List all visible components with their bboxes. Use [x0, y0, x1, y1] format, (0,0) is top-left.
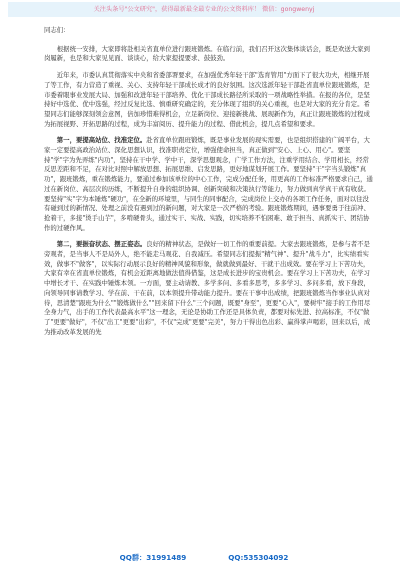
intro-paragraph-1: 根据统一安排，大家即将赴相关省直单位进行跟班锻炼。在临行前，我们召开这次集体谈话会，既是欢送大家到岗履新，也是和大家见见面、谈谈心，给大家提提要求、鼓鼓劲。 [44, 44, 370, 63]
top-banner: 关注头条号"公文研究"，获得最新最全最专业的公文资料库！ 微信：gongwenyj [8, 2, 400, 17]
section-text-1: 赴省直单位跟班锻炼，既是事业发展的现实需要，也是组织搭建的广阔平台，大家一定要提高政治站位、深化思想认识，找准职责定位，增强使命担当，真正做到"安心、上心、用心"。要坚持"学"字为先弄练"内功"，坚持在干中学、学中干，深学思想观念，广学工作方法，注重学用结合、学用相长，经常反思差距和不足，在对比对照中解放思想、拓展思维、启发思路，更好地谋划开展工作。要坚持"干"字当头锻炼"真功"，跟班锻炼，重在锻炼能力，要通过参加该单位的中心工作，完成分配任务，用更高的工作标准严格要求自己，通过在新岗位、高层次的历练，不断提升自身的组织协调、创新突破和决策执行等能力，努力做到真学真干真有收获。要坚持"实"字为本锤炼"硬功"，在全新的环境里，与同生的同事配合，完成岗位上交办的各项工作任务，面对以往没有碰到过的新情况、处理之前没有遇到过的新问题，对大家是一次严格的考验。跟班锻炼期间，遇事要勇于往前冲、抢着干，多接"烫手山芋"，多啃硬骨头，通过实干、实战、实践，切实培养不怕困难、敢于担当、真抓实干、团结协作的过硬作风。 [44, 136, 373, 232]
qq-group-label: QQ群：31991489 [119, 553, 187, 562]
salutation: 同志们： [44, 26, 70, 34]
section-heading-1: 第一，要提高站位、找准定位。 [56, 136, 147, 145]
qq-contact-label: QQ:535304092 [228, 553, 289, 562]
section-text-2: 良好的精神状态，是做好一切工作的重要前提。大家去跟班锻炼，是参与者不是旁观者，是当事人不是局外人，绝不能走马观花、自我减压。希望同志们提振"精气神"、提升"战斗力"，比实绩看实效，做事不"做客"，以实际行动展示良好的精神风貌和形象，做就做到最好、干就干出成效。要在学习上下苦功夫，大家有幸在省直单位锻炼，有机会近距离地做法值得借鉴，这是成长进步的宝贵机会。要在学习上下苦功夫，在学习中增长才干、在实践中锤炼本领。一方面，要主动请教、多学多问、多看多思考，多多学习、多问多看，放下身段，向领导同事请教学习、学在前、干在前，以本领提升带动能力提升。要在干事中出成绩，把跟班锻炼当作事业认真对待，思清楚"跟班为什么""锻炼做什么""回来留下什么"三个问题，既要"身至"，更要"心入"，要树牢"接手的工作用尽全身力气，出手的工作代表最高水平"这一理念，无论是协助工作还是具体负责，都要对标先进、拉高标准，不仅"做了"更要"做好"，不仅"出工"更要"出彩"，不仅"完成"更要"完美"，努力干得出色出彩、赢得掌声喝彩，回来以后，成为推动改革发展的先 [44, 240, 371, 336]
section-paragraph-2 [44, 240, 374, 337]
document-body [44, 26, 374, 540]
intro-paragraph-2: 近年来，市委认真贯彻落实中央和省委部署要求，在加强优秀年轻干部"选育管用"方面下了很大功夫，相继开展了等工作，有力营造了重视、关心、支持年轻干部成长成才的良好氛围。这次选派年轻干部赴省直单位跟班锻炼，是市委着眼事业发展大局、加强和改进年轻干部培养、优化干部成长路径所采取的一项战略性举措。在报的各位，是坚持好中选优、优中选强，经过反复比选、慎重研究确定的，充分体现了组织的关心重视，也是对大家的充分肯定。希望同志们能够深刻领会意图，倍加珍惜难得机会，立足新岗位、迎接新挑战、展现新作为，真正让跟班锻炼的过程成为拓展视野、开拓思路的过程，成为丰富阅历、提升能力的过程、借此机会，提几点希望和要求。 [44, 71, 370, 128]
section-paragraph-1 [44, 136, 374, 233]
section-heading-2: 第二，要振奋状态、摆正姿态。 [56, 240, 147, 249]
footer-contacts [0, 553, 408, 567]
